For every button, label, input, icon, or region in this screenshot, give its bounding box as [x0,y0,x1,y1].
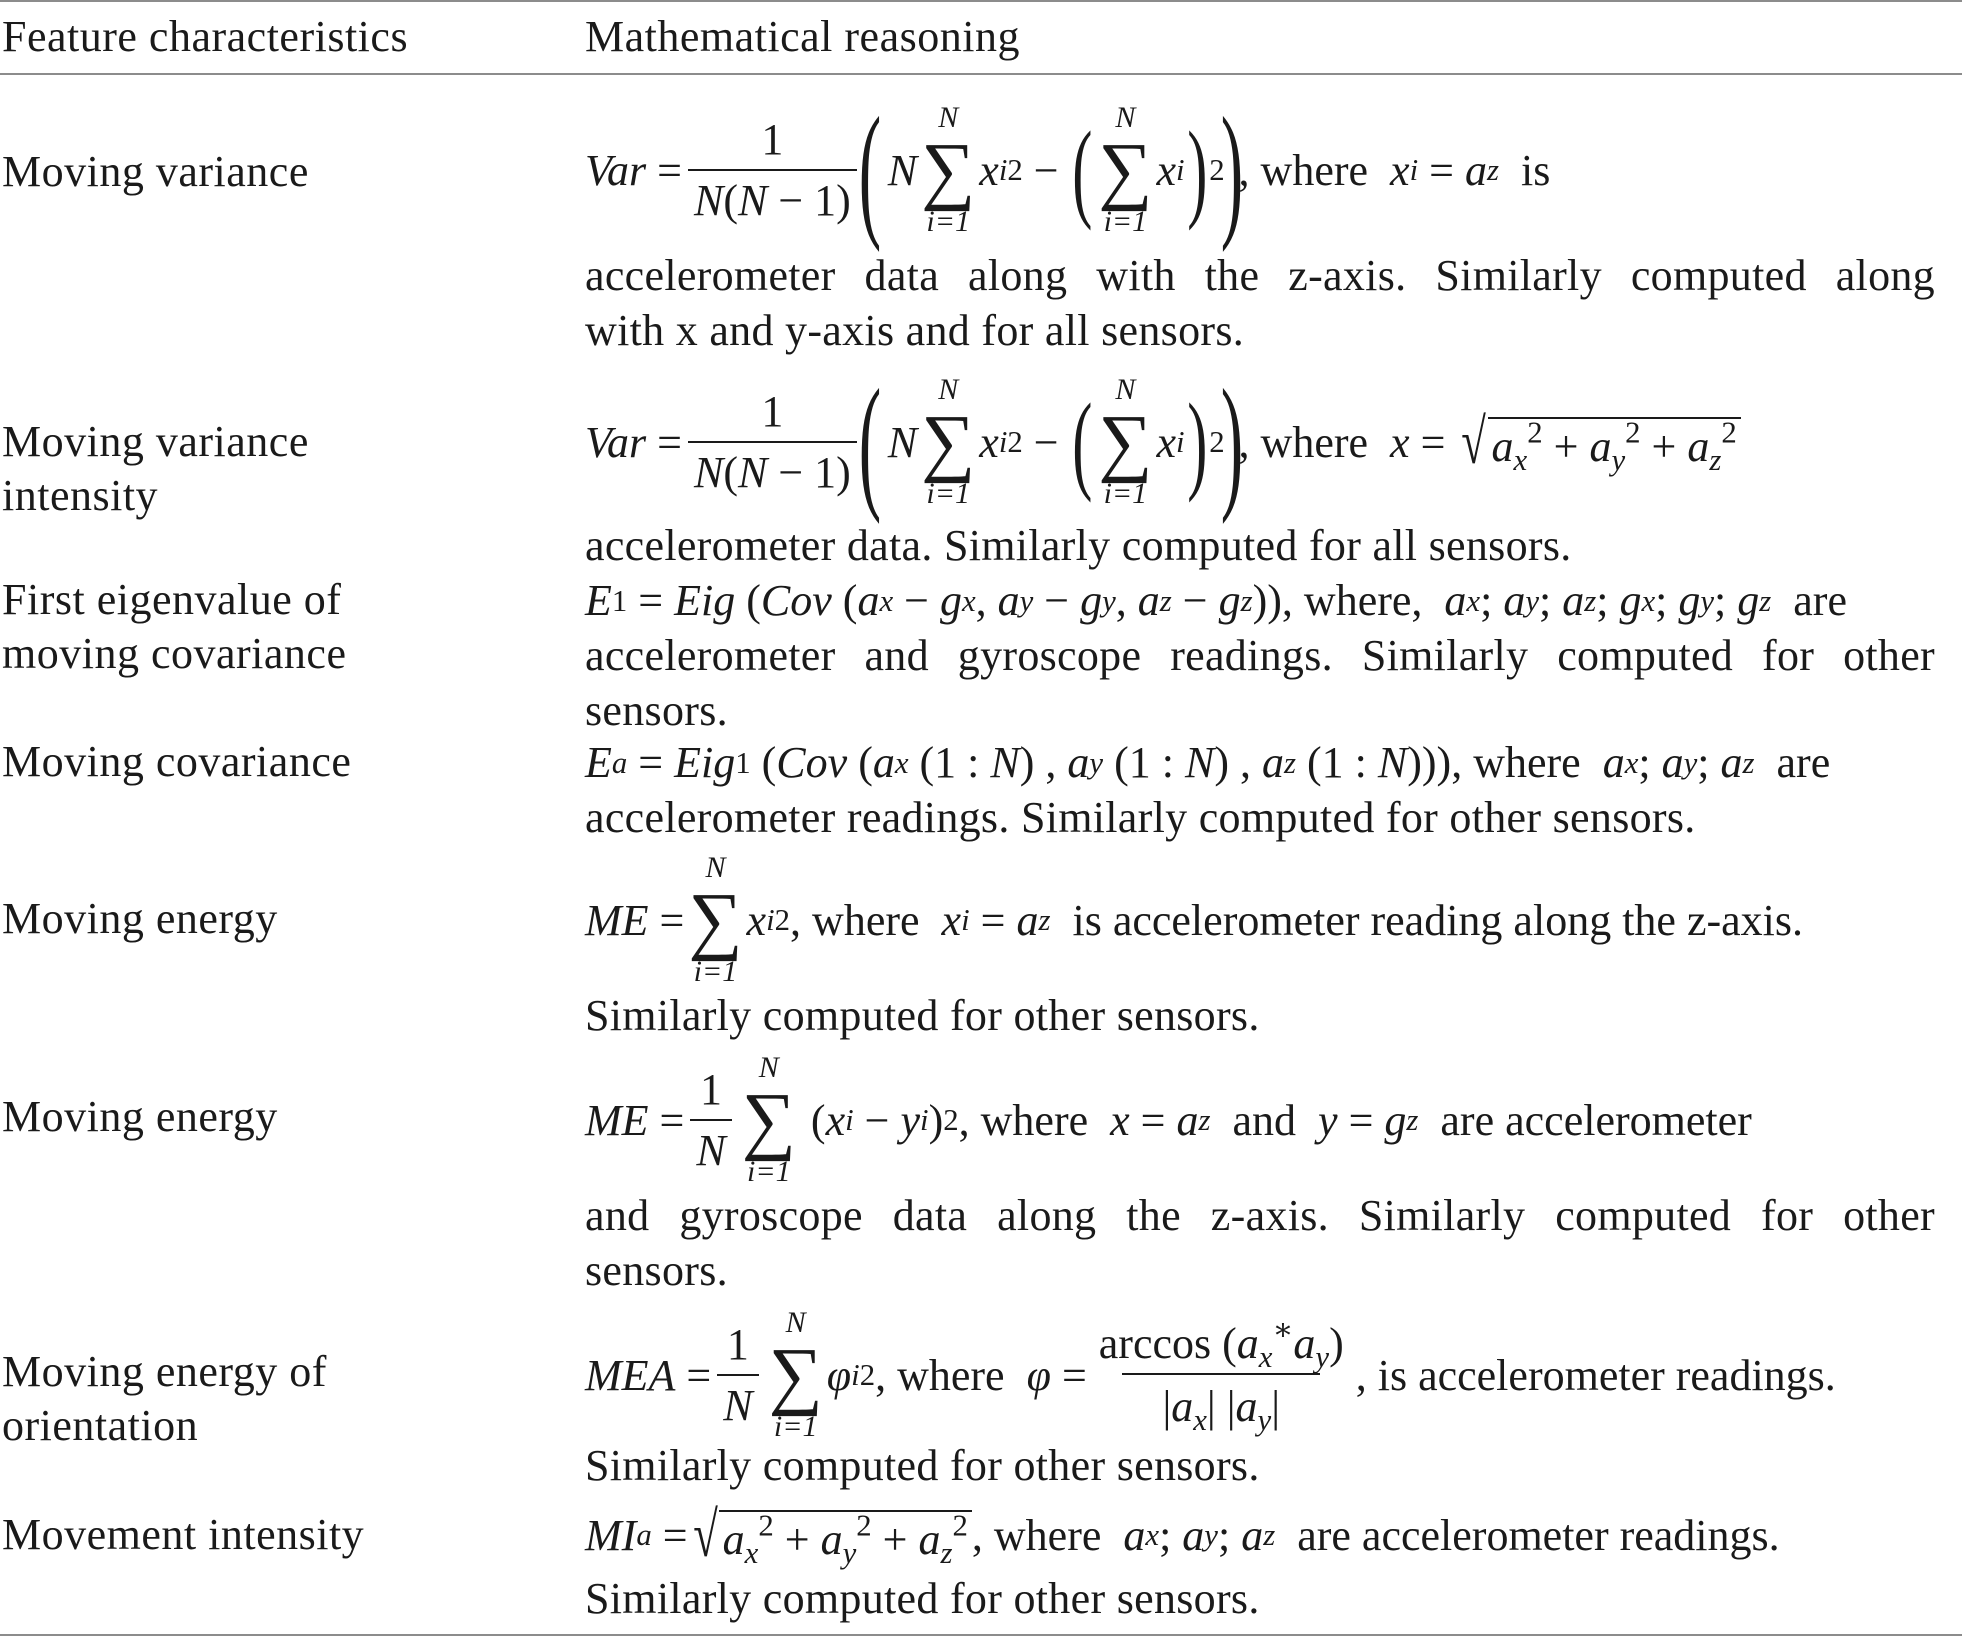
desc-line: accelerometer data. Similarly computed for all sensors. [585,521,1572,570]
feature-label: Moving energy [2,894,278,943]
bottom-rule [0,1634,1962,1636]
formula-row-4: E a = Eig 1 ( Cov ( a x (1 : N ) , a y (1 : N ) , a z (1 : N ))), where a x ; a y ; a z are [585,738,1831,787]
feature-label: First eigenvalue of [2,575,342,624]
header-rule [0,73,1962,75]
desc-line: accelerometer readings. Similarly computed for other sensors. [585,793,1696,842]
feature-label: Movement intensity [2,1510,365,1559]
desc-row-1 [585,248,1935,358]
desc-line: accelerometer and gyroscope readings. Similarly computed for other [585,631,1935,680]
desc-line: with x and y-axis and for all sensors. [585,306,1245,355]
feature-row-6 [2,1090,278,1144]
feature-label: Moving energy [2,1092,278,1141]
desc-line: sensors. [585,686,728,735]
top-rule [0,0,1962,2]
feature-row-1 [2,145,309,199]
desc-row-2 [585,518,1572,573]
formula-row-7: MEA = $\frac{1}{N}$ N ∑ i=1 φ i 2 , where φ = $\frac{\arccos (a_x^∗a_y)}{|a_x| |a_y|}$ , is accelerometer readings. [585,1306,1836,1443]
feature-label: Moving variance [2,147,309,196]
feature-row-5 [2,892,278,946]
formula-row-1: Var = $\frac{1}{N(N - 1)}$ ( N N ∑ i=1 x i 2 − ( N ∑ i=1 x i ) 2 ) , where x i = a z is [585,87,1551,253]
desc-row-6 [585,1188,1935,1298]
formula-row-5: ME = N ∑ i=1 x i 2 , where x i = a z is accelerometer reading along the z-axis. [585,851,1804,988]
desc-line: Similarly computed for other sensors. [585,1441,1260,1490]
feature-row-4 [2,735,351,789]
desc-row-7 [585,1438,1260,1493]
header-feature: Feature characteristics [2,12,409,61]
desc-row-3 [585,628,1935,738]
desc-line: Similarly computed for other sensors. [585,991,1260,1040]
feature-label: Moving variance [2,417,309,466]
feature-row-3 [2,573,346,681]
feature-row-8 [2,1508,364,1562]
desc-line: sensors. [585,1246,728,1295]
feature-row-7 [2,1345,327,1453]
desc-line: Similarly computed for other sensors. [585,1574,1260,1623]
desc-row-8 [585,1571,1260,1626]
desc-line: accelerometer data along with the z-axis. Similarly computed along [585,251,1935,300]
formula-row-2: Var = $\frac{1}{N(N - 1)}$ ( N N ∑ i=1 x i 2 − ( N ∑ i=1 x i ) 2 ) , where x = √ $a_x^2 + a_y^2 + a_z^2$ [585,367,1741,517]
desc-line: and gyroscope data along the z-axis. Similarly computed for other [585,1191,1935,1240]
header-math: Mathematical reasoning [585,12,1020,61]
formula-row-3: E 1 = Eig ( Cov ( a x − g x , a y − g y , a z − g z )), where, a x ; a y ; a z ; g x ; g y ; g z are [585,576,1847,625]
feature-label: moving covariance [2,629,347,678]
feature-label: Moving energy of [2,1347,327,1396]
feature-label: orientation [2,1401,199,1450]
feature-row-2 [2,415,309,523]
desc-row-5 [585,988,1260,1043]
formula-row-8: MI a = √ $a_x^2 + a_y^2 + a_z^2$ , where a x ; a y ; a z are accelerometer readings. [585,1499,1780,1571]
formula-row-6: ME = $\frac{1}{N}$ N ∑ i=1 ( x i − y i ) 2 , where x = a z and y = g z are accelerometer [585,1051,1752,1188]
feature-label: intensity [2,471,159,520]
feature-label: Moving covariance [2,737,352,786]
desc-row-4 [585,790,1696,845]
